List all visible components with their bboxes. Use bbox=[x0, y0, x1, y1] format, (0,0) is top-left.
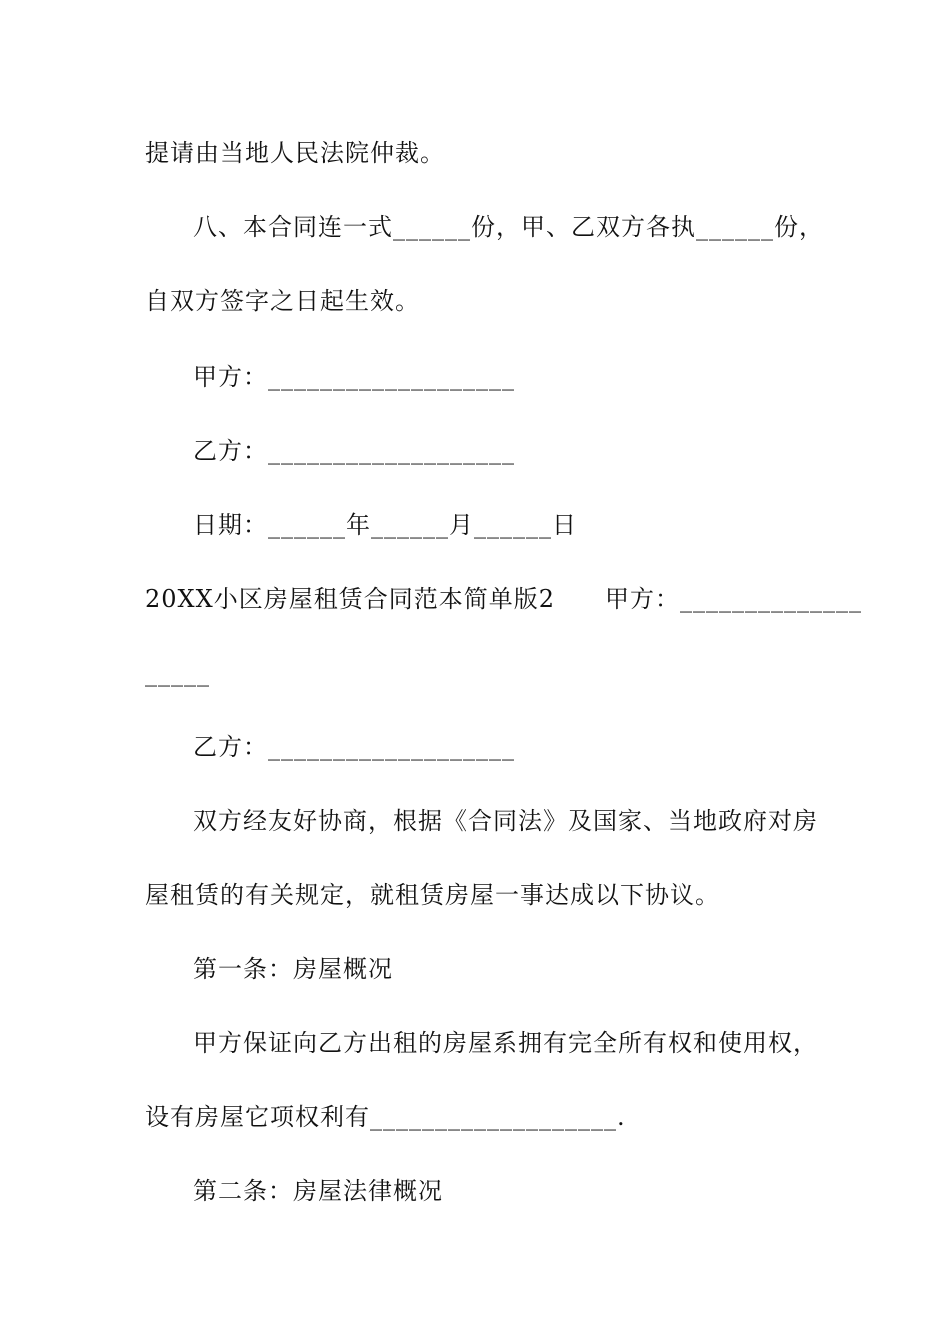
paragraph-line: 自双方签字之日起生效。 bbox=[145, 287, 420, 315]
article-heading: 第二条：房屋法律概况 bbox=[193, 1177, 443, 1205]
section-title-line: 20XX小区房屋租赁合同范本简单版2 甲方：______________ bbox=[145, 585, 862, 613]
paragraph-line: 甲方保证向乙方出租的房屋系拥有完全所有权和使用权， bbox=[193, 1029, 818, 1057]
party-b-line: 乙方：___________________ bbox=[193, 733, 515, 761]
date-line: 日期：______年______月______日 bbox=[193, 511, 577, 539]
paragraph-line: 屋租赁的有关规定，就租赁房屋一事达成以下协议。 bbox=[145, 881, 720, 909]
article-heading: 第一条：房屋概况 bbox=[193, 955, 393, 983]
party-b-line: 乙方：___________________ bbox=[193, 437, 515, 465]
paragraph-line: 双方经友好协商，根据《合同法》及国家、当地政府对房 bbox=[193, 807, 818, 835]
party-a-line: 甲方：___________________ bbox=[193, 363, 515, 391]
paragraph-line: 八、本合同连一式______份，甲、乙双方各执______份， bbox=[193, 213, 824, 241]
blank-continuation-line: _____ bbox=[145, 659, 210, 687]
paragraph-line: 提请由当地人民法院仲裁。 bbox=[145, 139, 445, 167]
paragraph-line: 设有房屋它项权利有___________________. bbox=[145, 1103, 626, 1131]
